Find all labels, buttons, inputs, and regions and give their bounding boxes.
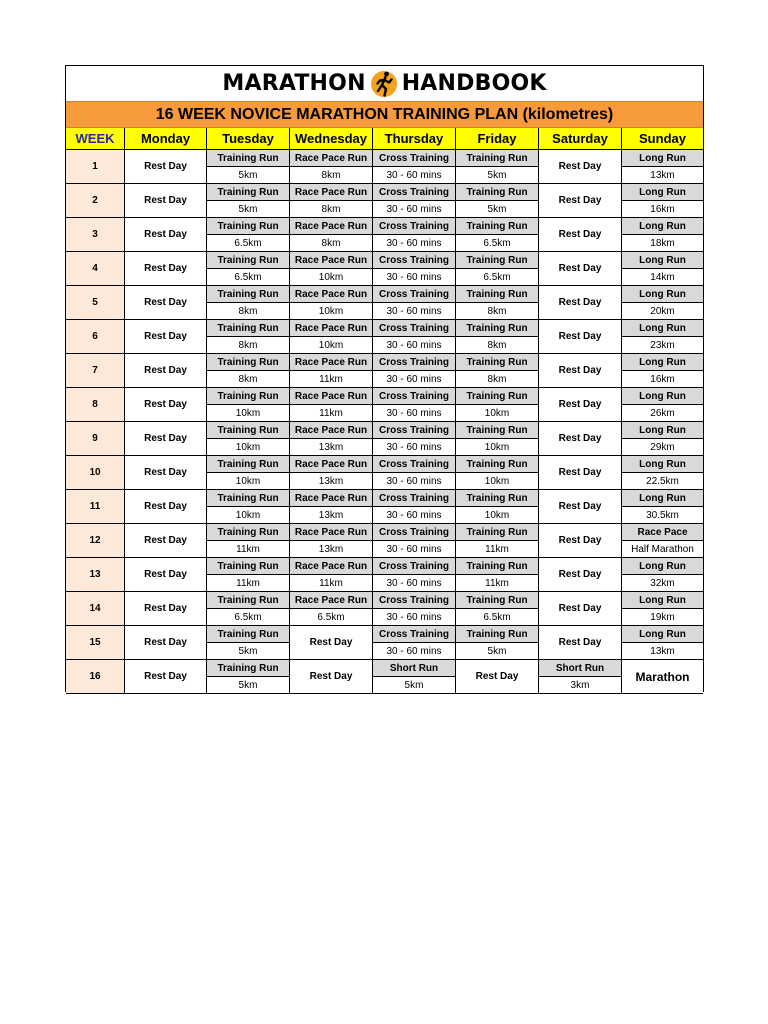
saturday-cell: Rest Day bbox=[539, 592, 622, 626]
week-number: 8 bbox=[66, 388, 125, 422]
thursday-activity: Cross Training bbox=[373, 592, 456, 609]
friday-detail: 5km bbox=[456, 167, 539, 184]
header-thursday: Thursday bbox=[373, 128, 456, 150]
saturday-cell: Rest Day bbox=[539, 184, 622, 218]
wednesday-cell: Rest Day bbox=[290, 626, 373, 660]
monday-cell: Rest Day bbox=[125, 388, 207, 422]
sunday-cell: Marathon bbox=[622, 660, 703, 694]
sunday-detail: 22.5km bbox=[622, 473, 703, 490]
sunday-detail: 19km bbox=[622, 609, 703, 626]
sunday-activity: Long Run bbox=[622, 184, 703, 201]
saturday-activity: Short Run bbox=[539, 660, 622, 677]
wednesday-activity: Race Pace Run bbox=[290, 184, 373, 201]
friday-activity: Training Run bbox=[456, 388, 539, 405]
week-number: 6 bbox=[66, 320, 125, 354]
tuesday-detail: 10km bbox=[207, 507, 290, 524]
tuesday-activity: Training Run bbox=[207, 150, 290, 167]
sunday-detail: 18km bbox=[622, 235, 703, 252]
thursday-activity: Cross Training bbox=[373, 286, 456, 303]
monday-cell: Rest Day bbox=[125, 660, 207, 694]
monday-cell: Rest Day bbox=[125, 184, 207, 218]
thursday-activity: Cross Training bbox=[373, 388, 456, 405]
saturday-cell: Rest Day bbox=[539, 388, 622, 422]
monday-cell: Rest Day bbox=[125, 592, 207, 626]
wednesday-activity: Race Pace Run bbox=[290, 388, 373, 405]
header-sunday: Sunday bbox=[622, 128, 703, 150]
wednesday-detail: 10km bbox=[290, 303, 373, 320]
tuesday-detail: 11km bbox=[207, 575, 290, 592]
logo-right-word: HANDBOOK bbox=[401, 71, 547, 96]
wednesday-activity: Race Pace Run bbox=[290, 218, 373, 235]
monday-cell: Rest Day bbox=[125, 218, 207, 252]
friday-activity: Training Run bbox=[456, 422, 539, 439]
logo bbox=[66, 66, 703, 101]
friday-activity: Training Run bbox=[456, 626, 539, 643]
week-number: 10 bbox=[66, 456, 125, 490]
friday-detail: 5km bbox=[456, 643, 539, 660]
friday-cell: Rest Day bbox=[456, 660, 539, 694]
friday-activity: Training Run bbox=[456, 558, 539, 575]
saturday-cell: Rest Day bbox=[539, 626, 622, 660]
week-number: 7 bbox=[66, 354, 125, 388]
thursday-detail: 30 - 60 mins bbox=[373, 405, 456, 422]
sunday-activity: Long Run bbox=[622, 252, 703, 269]
monday-cell: Rest Day bbox=[125, 490, 207, 524]
sunday-detail: 16km bbox=[622, 371, 703, 388]
friday-detail: 5km bbox=[456, 201, 539, 218]
friday-detail: 10km bbox=[456, 507, 539, 524]
saturday-cell: Rest Day bbox=[539, 354, 622, 388]
monday-cell: Rest Day bbox=[125, 524, 207, 558]
thursday-detail: 30 - 60 mins bbox=[373, 201, 456, 218]
wednesday-detail: 10km bbox=[290, 269, 373, 286]
monday-cell: Rest Day bbox=[125, 150, 207, 184]
tuesday-activity: Training Run bbox=[207, 626, 290, 643]
training-plan-sheet bbox=[65, 65, 704, 692]
header-monday: Monday bbox=[125, 128, 207, 150]
thursday-activity: Cross Training bbox=[373, 422, 456, 439]
tuesday-activity: Training Run bbox=[207, 320, 290, 337]
monday-cell: Rest Day bbox=[125, 320, 207, 354]
header-week: WEEK bbox=[66, 128, 125, 150]
sunday-detail: Half Marathon bbox=[622, 541, 703, 558]
thursday-detail: 30 - 60 mins bbox=[373, 337, 456, 354]
sunday-activity: Long Run bbox=[622, 490, 703, 507]
thursday-detail: 30 - 60 mins bbox=[373, 303, 456, 320]
tuesday-detail: 5km bbox=[207, 167, 290, 184]
thursday-detail: 30 - 60 mins bbox=[373, 609, 456, 626]
tuesday-detail: 5km bbox=[207, 677, 290, 694]
wednesday-detail: 11km bbox=[290, 405, 373, 422]
wednesday-detail: 11km bbox=[290, 575, 373, 592]
thursday-activity: Cross Training bbox=[373, 490, 456, 507]
thursday-detail: 30 - 60 mins bbox=[373, 541, 456, 558]
header-saturday: Saturday bbox=[539, 128, 622, 150]
tuesday-activity: Training Run bbox=[207, 456, 290, 473]
sunday-activity: Long Run bbox=[622, 626, 703, 643]
week-number: 9 bbox=[66, 422, 125, 456]
monday-cell: Rest Day bbox=[125, 558, 207, 592]
monday-cell: Rest Day bbox=[125, 626, 207, 660]
thursday-detail: 30 - 60 mins bbox=[373, 473, 456, 490]
wednesday-detail: 8km bbox=[290, 235, 373, 252]
wednesday-activity: Race Pace Run bbox=[290, 252, 373, 269]
sunday-detail: 14km bbox=[622, 269, 703, 286]
saturday-cell: Rest Day bbox=[539, 150, 622, 184]
wednesday-detail: 13km bbox=[290, 507, 373, 524]
saturday-cell: Rest Day bbox=[539, 252, 622, 286]
sunday-detail: 29km bbox=[622, 439, 703, 456]
week-number: 11 bbox=[66, 490, 125, 524]
sunday-activity: Long Run bbox=[622, 422, 703, 439]
tuesday-activity: Training Run bbox=[207, 490, 290, 507]
monday-cell: Rest Day bbox=[125, 286, 207, 320]
friday-detail: 6.5km bbox=[456, 609, 539, 626]
plan-title: 16 WEEK NOVICE MARATHON TRAINING PLAN (kilometres) bbox=[66, 101, 703, 128]
wednesday-cell: Rest Day bbox=[290, 660, 373, 694]
runner-icon bbox=[369, 68, 399, 100]
sunday-activity: Long Run bbox=[622, 150, 703, 167]
wednesday-detail: 6.5km bbox=[290, 609, 373, 626]
sunday-activity: Long Run bbox=[622, 286, 703, 303]
monday-cell: Rest Day bbox=[125, 252, 207, 286]
thursday-detail: 30 - 60 mins bbox=[373, 439, 456, 456]
thursday-activity: Short Run bbox=[373, 660, 456, 677]
friday-detail: 11km bbox=[456, 575, 539, 592]
friday-activity: Training Run bbox=[456, 354, 539, 371]
wednesday-activity: Race Pace Run bbox=[290, 320, 373, 337]
monday-cell: Rest Day bbox=[125, 456, 207, 490]
week-number: 4 bbox=[66, 252, 125, 286]
tuesday-detail: 10km bbox=[207, 473, 290, 490]
sunday-detail: 16km bbox=[622, 201, 703, 218]
friday-activity: Training Run bbox=[456, 490, 539, 507]
thursday-activity: Cross Training bbox=[373, 218, 456, 235]
friday-activity: Training Run bbox=[456, 320, 539, 337]
friday-activity: Training Run bbox=[456, 218, 539, 235]
friday-detail: 8km bbox=[456, 371, 539, 388]
friday-detail: 8km bbox=[456, 303, 539, 320]
saturday-cell: Rest Day bbox=[539, 422, 622, 456]
wednesday-detail: 13km bbox=[290, 439, 373, 456]
sunday-activity: Race Pace bbox=[622, 524, 703, 541]
wednesday-activity: Race Pace Run bbox=[290, 422, 373, 439]
wednesday-activity: Race Pace Run bbox=[290, 354, 373, 371]
thursday-activity: Cross Training bbox=[373, 456, 456, 473]
tuesday-activity: Training Run bbox=[207, 524, 290, 541]
week-number: 12 bbox=[66, 524, 125, 558]
thursday-activity: Cross Training bbox=[373, 626, 456, 643]
week-number: 15 bbox=[66, 626, 125, 660]
tuesday-detail: 10km bbox=[207, 439, 290, 456]
tuesday-detail: 8km bbox=[207, 303, 290, 320]
tuesday-activity: Training Run bbox=[207, 354, 290, 371]
friday-activity: Training Run bbox=[456, 524, 539, 541]
friday-activity: Training Run bbox=[456, 456, 539, 473]
wednesday-detail: 8km bbox=[290, 201, 373, 218]
saturday-cell: Rest Day bbox=[539, 320, 622, 354]
week-number: 5 bbox=[66, 286, 125, 320]
wednesday-activity: Race Pace Run bbox=[290, 524, 373, 541]
week-number: 16 bbox=[66, 660, 125, 694]
saturday-cell: Rest Day bbox=[539, 218, 622, 252]
friday-detail: 10km bbox=[456, 439, 539, 456]
wednesday-activity: Race Pace Run bbox=[290, 150, 373, 167]
header-friday: Friday bbox=[456, 128, 539, 150]
tuesday-activity: Training Run bbox=[207, 558, 290, 575]
monday-cell: Rest Day bbox=[125, 354, 207, 388]
wednesday-activity: Race Pace Run bbox=[290, 456, 373, 473]
friday-activity: Training Run bbox=[456, 592, 539, 609]
monday-cell: Rest Day bbox=[125, 422, 207, 456]
week-number: 13 bbox=[66, 558, 125, 592]
sunday-activity: Long Run bbox=[622, 558, 703, 575]
tuesday-detail: 10km bbox=[207, 405, 290, 422]
thursday-detail: 30 - 60 mins bbox=[373, 371, 456, 388]
header-tuesday: Tuesday bbox=[207, 128, 290, 150]
thursday-activity: Cross Training bbox=[373, 320, 456, 337]
thursday-detail: 30 - 60 mins bbox=[373, 167, 456, 184]
thursday-activity: Cross Training bbox=[373, 252, 456, 269]
week-number: 3 bbox=[66, 218, 125, 252]
week-number: 14 bbox=[66, 592, 125, 626]
training-table bbox=[66, 128, 703, 692]
thursday-activity: Cross Training bbox=[373, 558, 456, 575]
friday-detail: 10km bbox=[456, 405, 539, 422]
tuesday-detail: 8km bbox=[207, 371, 290, 388]
sunday-detail: 26km bbox=[622, 405, 703, 422]
tuesday-detail: 5km bbox=[207, 201, 290, 218]
sunday-detail: 30.5km bbox=[622, 507, 703, 524]
sunday-detail: 13km bbox=[622, 167, 703, 184]
sunday-activity: Long Run bbox=[622, 218, 703, 235]
tuesday-activity: Training Run bbox=[207, 660, 290, 677]
sunday-activity: Long Run bbox=[622, 388, 703, 405]
week-number: 1 bbox=[66, 150, 125, 184]
tuesday-activity: Training Run bbox=[207, 218, 290, 235]
tuesday-detail: 6.5km bbox=[207, 235, 290, 252]
friday-detail: 10km bbox=[456, 473, 539, 490]
thursday-detail: 30 - 60 mins bbox=[373, 575, 456, 592]
saturday-detail: 3km bbox=[539, 677, 622, 694]
sunday-detail: 13km bbox=[622, 643, 703, 660]
week-number: 2 bbox=[66, 184, 125, 218]
friday-detail: 6.5km bbox=[456, 235, 539, 252]
thursday-activity: Cross Training bbox=[373, 150, 456, 167]
wednesday-detail: 8km bbox=[290, 167, 373, 184]
thursday-detail: 30 - 60 mins bbox=[373, 507, 456, 524]
wednesday-activity: Race Pace Run bbox=[290, 286, 373, 303]
tuesday-activity: Training Run bbox=[207, 388, 290, 405]
wednesday-detail: 13km bbox=[290, 541, 373, 558]
sunday-detail: 20km bbox=[622, 303, 703, 320]
tuesday-detail: 6.5km bbox=[207, 609, 290, 626]
saturday-cell: Rest Day bbox=[539, 524, 622, 558]
wednesday-detail: 10km bbox=[290, 337, 373, 354]
friday-detail: 11km bbox=[456, 541, 539, 558]
thursday-detail: 30 - 60 mins bbox=[373, 643, 456, 660]
tuesday-activity: Training Run bbox=[207, 422, 290, 439]
friday-activity: Training Run bbox=[456, 252, 539, 269]
thursday-activity: Cross Training bbox=[373, 354, 456, 371]
wednesday-detail: 11km bbox=[290, 371, 373, 388]
wednesday-activity: Race Pace Run bbox=[290, 592, 373, 609]
thursday-detail: 5km bbox=[373, 677, 456, 694]
thursday-detail: 30 - 60 mins bbox=[373, 269, 456, 286]
thursday-activity: Cross Training bbox=[373, 524, 456, 541]
sunday-detail: 23km bbox=[622, 337, 703, 354]
friday-detail: 6.5km bbox=[456, 269, 539, 286]
friday-detail: 8km bbox=[456, 337, 539, 354]
tuesday-detail: 5km bbox=[207, 643, 290, 660]
tuesday-detail: 11km bbox=[207, 541, 290, 558]
logo-left-word: MARATHON bbox=[222, 71, 366, 96]
sunday-activity: Long Run bbox=[622, 320, 703, 337]
saturday-cell: Rest Day bbox=[539, 558, 622, 592]
friday-activity: Training Run bbox=[456, 184, 539, 201]
friday-activity: Training Run bbox=[456, 286, 539, 303]
saturday-cell: Rest Day bbox=[539, 490, 622, 524]
wednesday-detail: 13km bbox=[290, 473, 373, 490]
thursday-activity: Cross Training bbox=[373, 184, 456, 201]
tuesday-activity: Training Run bbox=[207, 252, 290, 269]
sunday-activity: Long Run bbox=[622, 456, 703, 473]
sunday-detail: 32km bbox=[622, 575, 703, 592]
saturday-cell: Rest Day bbox=[539, 456, 622, 490]
tuesday-activity: Training Run bbox=[207, 592, 290, 609]
sunday-activity: Long Run bbox=[622, 354, 703, 371]
wednesday-activity: Race Pace Run bbox=[290, 558, 373, 575]
tuesday-detail: 8km bbox=[207, 337, 290, 354]
header-wednesday: Wednesday bbox=[290, 128, 373, 150]
tuesday-activity: Training Run bbox=[207, 184, 290, 201]
wednesday-activity: Race Pace Run bbox=[290, 490, 373, 507]
tuesday-activity: Training Run bbox=[207, 286, 290, 303]
thursday-detail: 30 - 60 mins bbox=[373, 235, 456, 252]
friday-activity: Training Run bbox=[456, 150, 539, 167]
tuesday-detail: 6.5km bbox=[207, 269, 290, 286]
sunday-activity: Long Run bbox=[622, 592, 703, 609]
saturday-cell: Rest Day bbox=[539, 286, 622, 320]
